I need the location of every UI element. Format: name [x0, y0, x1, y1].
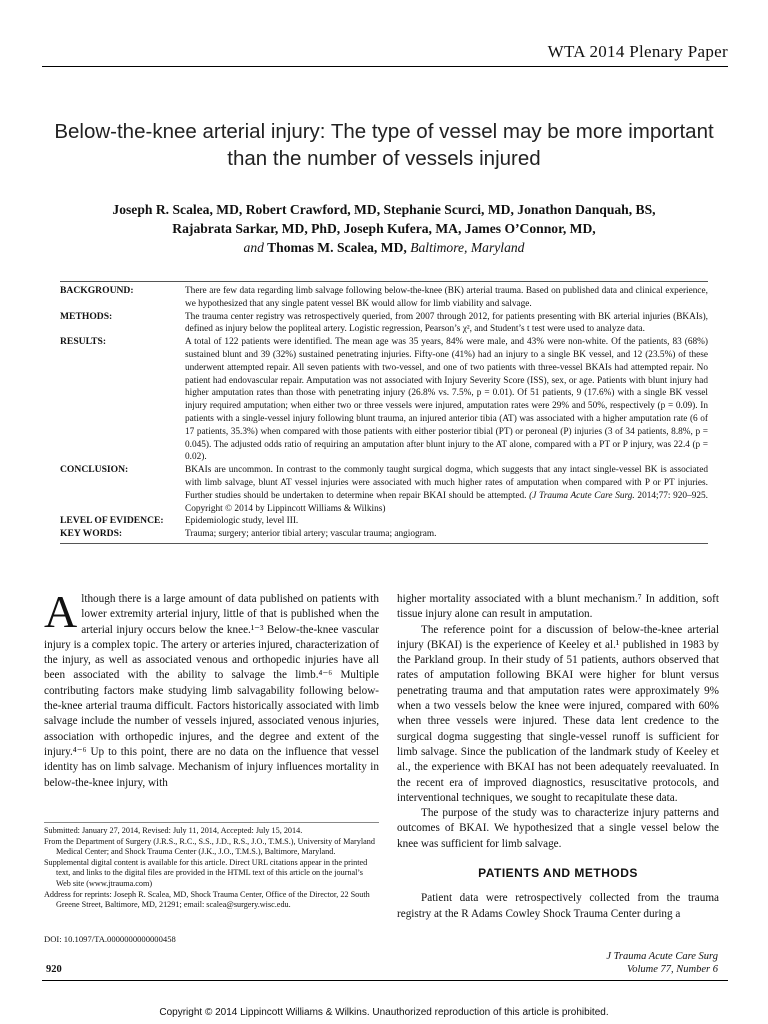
- footnote-address: Address for reprints: Joseph R. Scalea, MD, Shock Trauma Center, Office of the Director, 22 South Greene Street, Baltimore, MD, 21291; email: scalea@surgery.wisc.edu.: [44, 889, 370, 910]
- paragraph: higher mortality associated with a blunt mechanism.⁷ In addition, soft tissue injury alone can result in amputation.: [397, 593, 719, 621]
- doi: DOI: 10.1097/TA.0000000000000458: [44, 934, 176, 944]
- section-label: WTA 2014 Plenary Paper: [547, 42, 728, 61]
- footer-divider: [42, 980, 728, 981]
- abstract-background: [60, 285, 708, 311]
- section-heading: PATIENTS AND METHODS: [478, 866, 638, 881]
- footnote-supplemental: Supplemental digital content is available for this article. Direct URL citations appear in the printed text, and links to the digital files are provided in the HTML text of this article on the journal’s Web site (www.jtrauma.com): [44, 857, 368, 888]
- body-column-left: [44, 586, 379, 791]
- running-header: [42, 38, 728, 67]
- abstract-text: Trauma; surgery; anterior tibial artery; vascular trauma; angiogram.: [185, 529, 437, 540]
- abstract-box: [60, 281, 708, 544]
- body-column-right: [397, 592, 719, 922]
- abstract-results: [60, 336, 708, 464]
- page-number: 920: [46, 964, 62, 975]
- abstract-text: The trauma center registry was retrospectively queried, from 2007 through 2012, for patients presenting with BK arterial injuries (BKAIs), defined as injury below the popliteal artery. Logistic regression, Pearson’s χ², and Student’s t test were used to analyze data.: [185, 311, 708, 335]
- abstract-keywords: [60, 528, 708, 541]
- abstract-label: METHODS:: [60, 310, 113, 322]
- abstract-text: There are few data regarding limb salvage following below-the-knee (BK) arterial trauma. Based on published data and clinical experience, we hypothesized that any single patent vessel BK would allow for limb viability and salvage.: [185, 286, 708, 309]
- abstract-label: CONCLUSION:: [60, 464, 129, 476]
- abstract-text: A total of 122 patients were identified. The mean age was 35 years, 84% were male, and 43% were non-white. Of the patients, 83 (68%) sustained blunt and 39 (32%) sustained penetrating injuries. Fifty-one (41%) had an injury to a single BK vessel, and 12 (23.5%) of these underwent attempted repair. All seven patients with two-vessel, and one of two patients with three-vessel BKAIs had attempted repair. No patient had endovascular repair. Amputation was not associated with Injury Severity Score (ISS), sex, or age. Patients with blunt injury had higher amputation rates than those with penetrating injury (26.8% vs. 7.5%, p = 0.01). Of 51 patients, 9 (17.6%) with a single BK vessel injury required amputation; when either two or three vessels were injured, amputation rates were 29% and 50%, respectively (p = 0.09). In patients with a single-vessel injury following blunt trauma, an injured anterior tibia (AT) was associated with a higher amputation rate (6 of 17 patients, 35.3%) when compared with those patients with either posterior tibial (PT) or peroneal (P) injuries (3 of 34 patients, 8.8%, p = 0.045). The adjusted odds ratio of requiring an amputation after blunt injury to the AT alone, compared with a PT or P injury, was 22.4 (p = 0.02).: [185, 337, 708, 463]
- abstract-conclusion: [60, 464, 708, 515]
- abstract-label: LEVEL OF EVIDENCE:: [60, 515, 164, 527]
- abstract-level: [60, 515, 708, 528]
- abstract-label: BACKGROUND:: [60, 285, 134, 296]
- conclusion-citation-journal: (J Trauma Acute Care Surg.: [529, 490, 635, 501]
- abstract-text: [185, 464, 708, 515]
- author-location: Baltimore, Maryland: [410, 240, 525, 255]
- abstract-label: RESULTS:: [60, 336, 107, 348]
- footnote-submitted: Submitted: January 27, 2014, Revised: July 11, 2014, Accepted: July 15, 2014.: [44, 826, 303, 835]
- author-last: Thomas M. Scalea, MD,: [267, 240, 407, 255]
- journal-info: [606, 950, 718, 976]
- author-list: [40, 200, 728, 257]
- author-line-1: Joseph R. Scalea, MD, Robert Crawford, MD, Stephanie Scurci, MD, Jonathon Danquah, BS,: [112, 202, 656, 217]
- article-title: Below-the-knee arterial injury: The type of vessel may be more important than the number of vessels injured: [54, 120, 714, 170]
- abstract-text: Epidemiologic study, level III.: [185, 516, 299, 527]
- abstract-label: KEY WORDS:: [60, 528, 123, 540]
- journal-volume: Volume 77, Number 6: [627, 964, 718, 975]
- conclusion-body: BKAIs are uncommon. In contrast to the commonly taught surgical dogma, which suggests that any intact single-vessel BK is associated with limb salvage, blunt AT vessel injuries were associated with much higher rates of amputation when compared with P or PT injuries. Further studies should be undertaken to determine when repair BKAI should be attempted.: [185, 465, 708, 501]
- author-line-2: Rajabrata Sarkar, MD, PhD, Joseph Kufera, MA, James O’Connor, MD,: [172, 221, 596, 236]
- paragraph: Patient data were retrospectively collected from the trauma registry at the R Adams Cowley Shock Trauma Center during a: [397, 892, 719, 920]
- body-text: lthough there is a large amount of data published on patients with lower extremity arterial injury, little of that is published when the arterial injury occurs below the knee.¹⁻³ Below-the-knee vascular injury is a complex topic. The artery or arteries injured, characterization of the injury, as well as associated venous and orthopedic injuries have all been associated with the ability to salvage the limb.⁴⁻⁶ Multiple contributing factors make studying limb salvagability following below-the-knee arterial trauma difficult. Factors historically associated with limb salvage include the number of vessels injured, associated venous injuries, association with orthopedic injures, and the degree and extent of the injury.⁴⁻⁶ Up to this point, there are no data on the influence that vessel identity has on limb salvage. Mechanism of injury influences mortality in below-the-knee injury, with: [44, 593, 379, 789]
- author-and: and: [243, 240, 264, 255]
- paragraph: The purpose of the study was to characterize injury patterns and outcomes of BKAI. We hypothesized that a single vessel below the knee was sufficient for limb salvage.: [397, 807, 719, 850]
- conclusion-citation: 2014;77: 920–925. Copyright © 2014 by Lippincott Williams & Wilkins): [185, 490, 709, 514]
- journal-name: J Trauma Acute Care Surg: [606, 951, 718, 962]
- abstract-methods: [60, 311, 708, 337]
- footnotes: [44, 822, 379, 911]
- paragraph: The reference point for a discussion of below-the-knee arterial injury (BKAI) is the experience of Keeley et al.¹ published in 1983 by the Parkland group. In their study of 51 patients, authors observed that rates of amputation following BKAI were higher for blunt versus penetrating trauma and that amputation rates were approximately 9% when a two vessels below the knee were injured, compared with 60% when three vessels were injured. These data lent credence to the surgical dogma suggesting that single-vessel runoff is sufficient for limb salvage. Since the publication of the landmark study of Keeley et al., the experience with BKAI has not been adequately reevaluated. In the recent era of improved diagnostics, resuscitative protocols, and interventional techniques, we sought to recapitulate these data.: [397, 623, 719, 804]
- footnote-affiliation: From the Department of Surgery (J.R.S., R.C., S.S., J.D., R.S., J.O., T.M.S.), University of Maryland Medical Center; and Shock Trauma Center (J.K., J.O., T.M.S.), Baltimore, Maryland.: [44, 836, 375, 857]
- copyright-notice: Copyright © 2014 Lippincott Williams & Wilkins. Unauthorized reproduction of this article is prohibited.: [159, 1007, 609, 1018]
- drop-cap: A: [44, 586, 78, 637]
- author-line-3: [40, 238, 728, 257]
